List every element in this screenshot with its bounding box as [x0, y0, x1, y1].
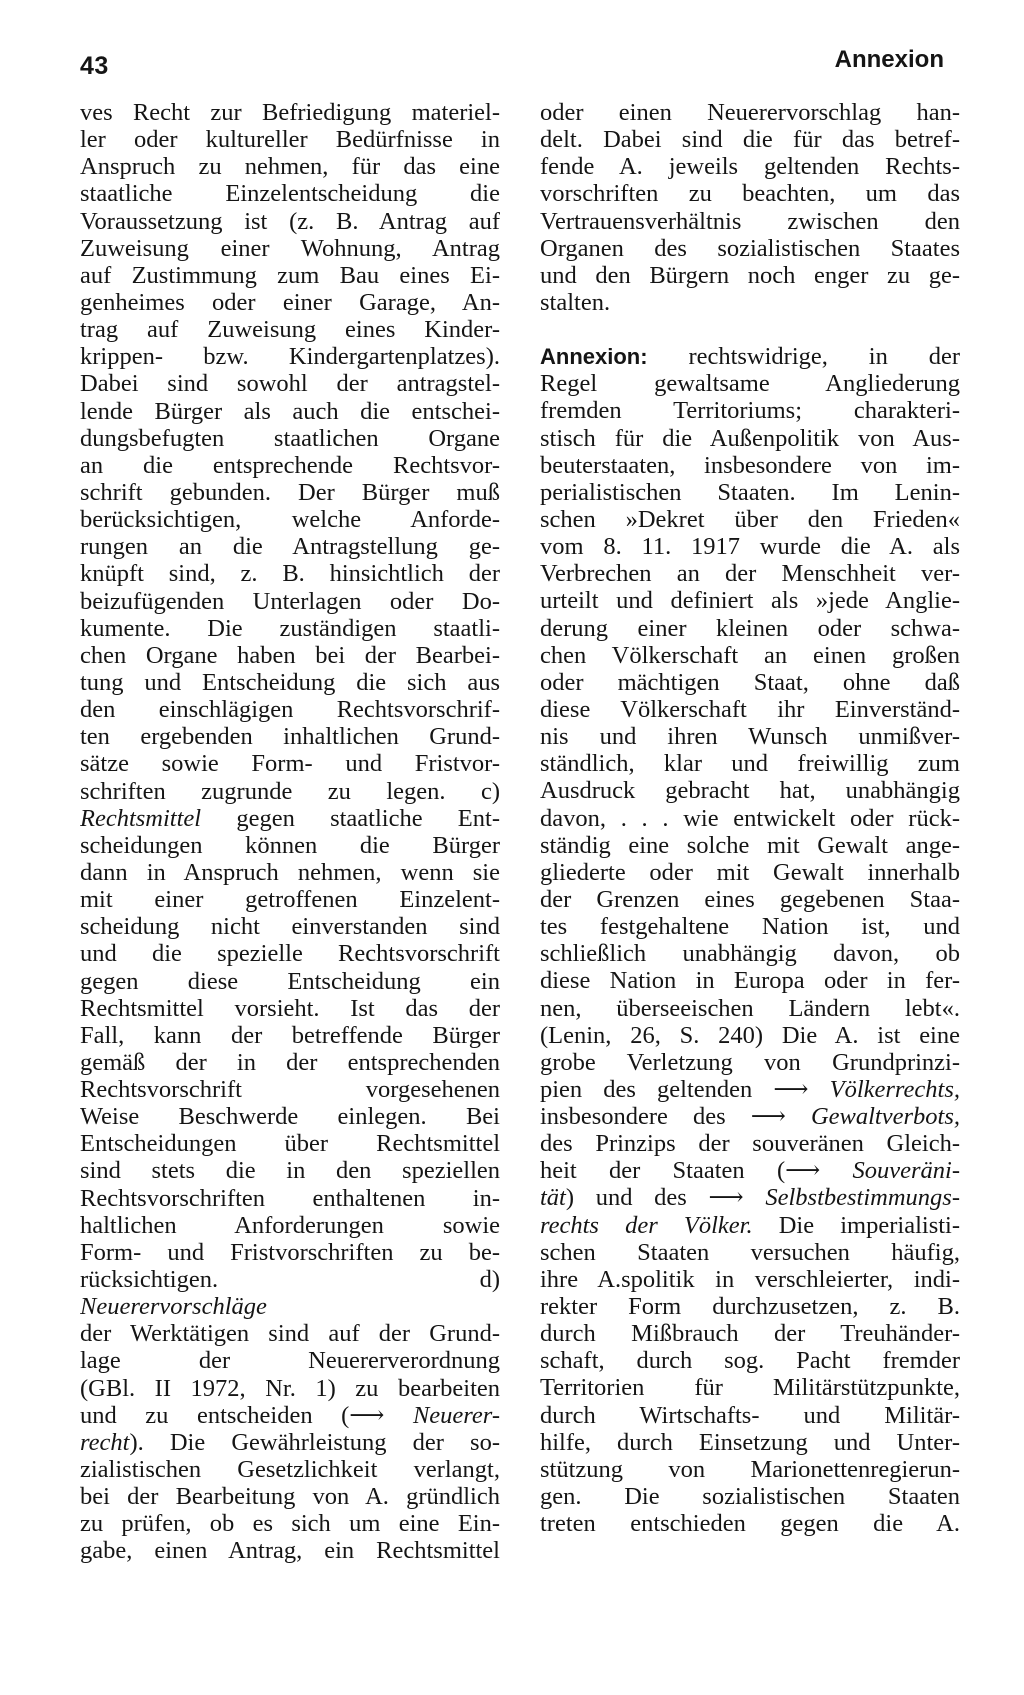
text-line: durch Mißbrauch der Treuhänder-: [540, 1320, 960, 1348]
text-line: Fall, kann der betreffende Bürger: [80, 1021, 500, 1049]
text-line: Neuerervorschläge: [80, 1293, 267, 1321]
right-column: [540, 99, 960, 1537]
text-line: zu prüfen, ob es sich um eine Ein-: [80, 1510, 500, 1538]
text-line: krippen- bzw. Kindergartenplatzes).: [80, 343, 500, 371]
text-line: ten ergebenden inhaltlichen Grund-: [80, 723, 500, 751]
text-line: schrift gebunden. Der Bürger muß: [80, 478, 500, 506]
text-line: auf Zustimmung zum Bau eines Ei-: [80, 261, 500, 289]
text-line: dungsbefugten staatlichen Organe: [80, 424, 500, 452]
text-line: ves Recht zur Befriedigung materiel-: [80, 99, 500, 126]
cross-reference-arrow-icon: ⟶: [785, 1157, 821, 1185]
text-line: gegen diese Entscheidung ein: [80, 967, 500, 995]
text-line: Ausdruck gebracht hat, unabhängig: [540, 777, 960, 805]
text-line: stalten.: [540, 288, 611, 316]
text-line: vorschriften zu beachten, um das: [540, 180, 960, 208]
text-line: urteilt und definiert als »jede Anglie-: [540, 587, 960, 615]
text-line: gliederte oder mit Gewalt innerhalb: [540, 858, 960, 886]
text-line: derung einer kleinen oder schwa-: [540, 614, 960, 642]
text-line: und zu entscheiden (⟶ Neuerer-: [80, 1401, 500, 1429]
text-line: schließlich unabhängig davon, ob: [540, 940, 960, 968]
text-line: schaft, durch sog. Pacht fremder: [540, 1347, 960, 1375]
text-line: (Lenin, 26, S. 240) Die A. ist eine: [540, 1021, 960, 1049]
text-line: (GBl. II 1972, Nr. 1) zu bearbeiten: [80, 1374, 500, 1402]
text-line: stützung von Marionettenregierun-: [540, 1455, 960, 1483]
text-line: beuterstaaten, insbesondere von im-: [540, 451, 960, 479]
entry-keyword: Annexion:: [540, 344, 648, 370]
text-line: hilfe, durch Einsetzung und Unter-: [540, 1428, 960, 1456]
text-line: staatliche Einzelentscheidung die: [80, 180, 500, 208]
text-line: fremden Territoriums; charakteri-: [540, 397, 960, 425]
text-line: oder mächtigen Staat, ohne daß: [540, 668, 960, 696]
text-line: den einschlägigen Rechtsvorschrif-: [80, 696, 500, 724]
text-line: rechts der Völker. Die imperialisti-: [540, 1211, 960, 1239]
text-line: Anspruch zu nehmen, für das eine: [80, 153, 500, 181]
paragraph-gap: [540, 316, 960, 343]
text-line: und die spezielle Rechtsvorschrift: [80, 940, 500, 968]
text-line: grobe Verletzung von Grundprinzi-: [540, 1048, 960, 1076]
text-line: Rechtsvorschriften enthaltenen in-: [80, 1184, 500, 1212]
text-line: schen Staaten versuchen häufig,: [540, 1238, 960, 1266]
entry-heading-line: Annexion: rechtswidrige, in der: [540, 343, 960, 371]
text-line: stisch für die Außenpolitik von Aus-: [540, 424, 960, 452]
text-line: Regel gewaltsame Angliederung: [540, 370, 960, 398]
text-line: haltlichen Anforderungen sowie: [80, 1211, 500, 1239]
text-line: perialistischen Staaten. Im Lenin-: [540, 478, 960, 506]
text-line: trag auf Zuweisung eines Kinder-: [80, 316, 500, 344]
text-line: tung und Entscheidung die sich aus: [80, 668, 500, 696]
text-line: Entscheidungen über Rechtsmittel: [80, 1130, 500, 1158]
text-line: Form- und Fristvorschriften zu be-: [80, 1238, 500, 1266]
text-line: Vertrauensverhältnis zwischen den: [540, 207, 960, 235]
text-line: chen Organe haben bei der Bearbei-: [80, 641, 500, 669]
text-line: Organen des sozialistischen Staates: [540, 234, 960, 262]
text-line: rücksichtigen. d): [80, 1266, 500, 1294]
text-line: tes festgehaltene Nation ist, und: [540, 913, 960, 941]
text-line: rungen an die Antragstellung ge-: [80, 533, 500, 561]
text-line: scheidung nicht einverstanden sind: [80, 913, 500, 941]
text-line: schen »Dekret über den Frieden«: [540, 505, 960, 533]
text-line: fende A. jeweils geltenden Rechts-: [540, 153, 960, 181]
text-line: Weise Beschwerde einlegen. Bei: [80, 1103, 500, 1131]
text-line: oder einen Neuerervorschlag han-: [540, 99, 960, 126]
text-line: der Werktätigen sind auf der Grund-: [80, 1320, 500, 1348]
left-column: [80, 99, 500, 1565]
text-line: nis und ihren Wunsch unmißver-: [540, 723, 960, 751]
text-line: ständig eine solche mit Gewalt ange-: [540, 831, 960, 859]
cross-reference-arrow-icon: ⟶: [708, 1184, 744, 1212]
text-line: kumente. Die zuständigen staatli-: [80, 614, 500, 642]
cross-reference-arrow-icon: ⟶: [349, 1401, 385, 1429]
text-line: Zuweisung einer Wohnung, Antrag: [80, 234, 500, 262]
text-line: Dabei sind sowohl der antragstel-: [80, 370, 500, 398]
text-line: diese Völkerschaft ihr Einverständ-: [540, 695, 960, 723]
text-line: sätze sowie Form- und Fristvor-: [80, 750, 500, 778]
text-line: und den Bürgern noch enger zu ge-: [540, 261, 960, 289]
text-line: davon, . . . wie entwickelt oder rück-: [540, 804, 960, 832]
text-line: der Grenzen eines gegebenen Staa-: [540, 885, 960, 913]
text-line: lage der Neuererverordnung: [80, 1347, 500, 1375]
text-line: des Prinzips der souveränen Gleich-: [540, 1130, 960, 1158]
text-line: gen. Die sozialistischen Staaten: [540, 1483, 960, 1511]
running-head: Annexion: [834, 46, 944, 73]
text-line: insbesondere des ⟶ Gewaltverbots,: [540, 1103, 960, 1131]
text-line: recht). Die Gewährleistung der so-: [80, 1428, 500, 1456]
text-line: Territorien für Militärstützpunkte,: [540, 1374, 960, 1402]
text-line: Rechtsmittel vorsieht. Ist das der: [80, 994, 500, 1022]
text-line: durch Wirtschafts- und Militär-: [540, 1401, 960, 1429]
text-line: treten entschieden gegen die A.: [540, 1510, 960, 1538]
text-line: an die entsprechende Rechtsvor-: [80, 451, 500, 479]
text-line: zialistischen Gesetzlichkeit verlangt,: [80, 1456, 500, 1484]
text-line: delt. Dabei sind die für das betref-: [540, 126, 960, 154]
text-line: tät) und des ⟶ Selbstbestimmungs-: [540, 1184, 960, 1212]
text-line: pien des geltenden ⟶ Völkerrechts,: [540, 1075, 960, 1103]
text-line: ihre A.spolitik in verschleierter, indi-: [540, 1265, 960, 1293]
text-line: rekter Form durchzusetzen, z. B.: [540, 1293, 960, 1321]
cross-reference-arrow-icon: ⟶: [773, 1075, 809, 1103]
text-line: schriften zugrunde zu legen. c): [80, 777, 500, 805]
text-line: gemäß der in der entsprechenden: [80, 1048, 500, 1076]
text-line: lende Bürger als auch die entschei-: [80, 397, 500, 425]
text-line: ständlich, klar und freiwillig zum: [540, 750, 960, 778]
text-line: Rechtsmittel gegen staatliche Ent-: [80, 804, 500, 832]
text-line: Verbrechen an der Menschheit ver-: [540, 560, 960, 588]
text-line: ler oder kultureller Bedürfnisse in: [80, 126, 500, 154]
text-line: genheimes oder einer Garage, An-: [80, 288, 500, 316]
text-line: berücksichtigen, welche Anforde-: [80, 506, 500, 534]
text-line: dann in Anspruch nehmen, wenn sie: [80, 858, 500, 886]
text-line: knüpft sind, z. B. hinsichtlich der: [80, 560, 500, 588]
text-line: nen, überseeischen Ländern lebt«.: [540, 994, 960, 1022]
text-line: gabe, einen Antrag, ein Rechtsmittel: [80, 1537, 500, 1565]
text-line: scheidungen können die Bürger: [80, 831, 500, 859]
text-line: sind stets die in den speziellen: [80, 1157, 500, 1185]
text-line: heit der Staaten (⟶ Souveräni-: [540, 1157, 960, 1185]
text-line: vom 8. 11. 1917 wurde die A. als: [540, 533, 960, 561]
text-line: diese Nation in Europa oder in fer-: [540, 967, 960, 995]
cross-reference-arrow-icon: ⟶: [750, 1103, 786, 1131]
text-line: Voraussetzung ist (z. B. Antrag auf: [80, 207, 500, 235]
text-line: Rechtsvorschrift vorgesehenen: [80, 1076, 500, 1104]
page-number: 43: [80, 52, 109, 80]
text-line: beizufügenden Unterlagen oder Do-: [80, 587, 500, 615]
text-line: chen Völkerschaft an einen großen: [540, 641, 960, 669]
text-line: bei der Bearbeitung von A. gründlich: [80, 1483, 500, 1511]
text-line: mit einer getroffenen Einzelent-: [80, 886, 500, 914]
